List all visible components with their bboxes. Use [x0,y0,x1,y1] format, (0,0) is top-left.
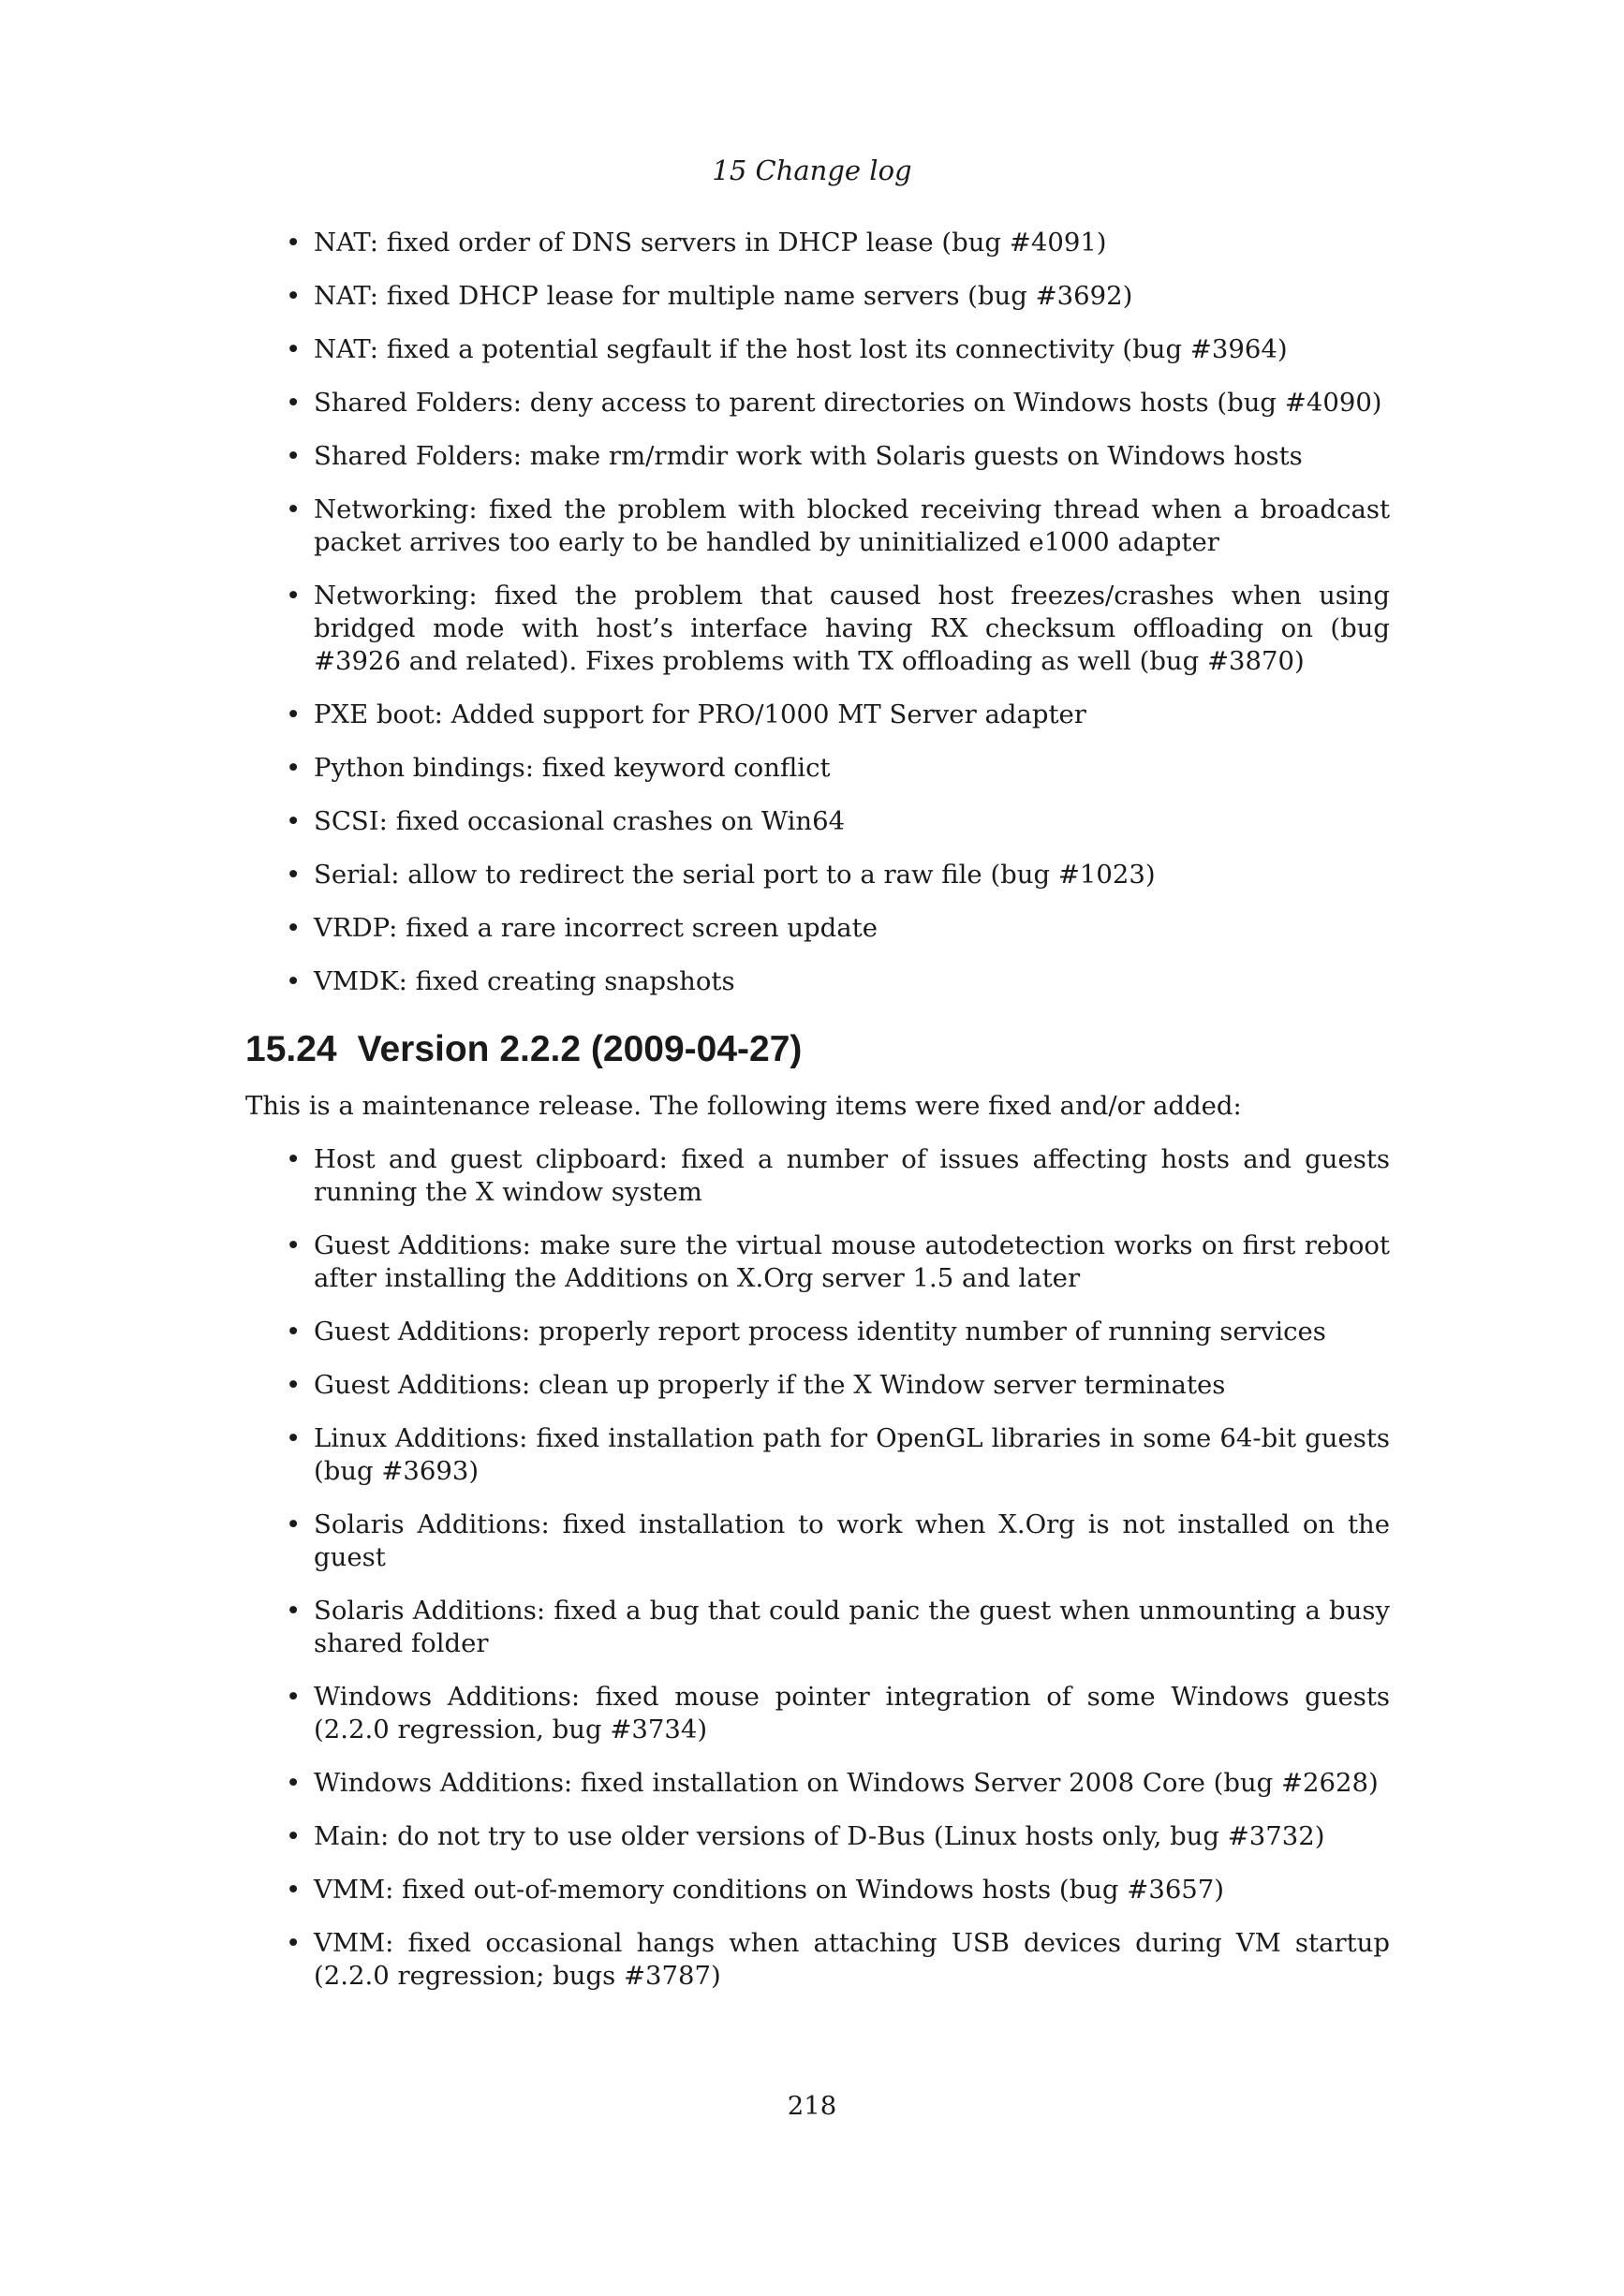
list-item-text: Python bindings: fixed keyword conflict [314,753,831,783]
list-item [286,859,1390,891]
list-item [286,227,1390,259]
list-item-text: VMM: fixed occasional hangs when attaching USB devices during VM startup (2.2.0 regression; bugs #3787) [314,1928,1390,1991]
bullet-icon: • [286,334,302,364]
bullet-icon: • [286,860,302,890]
list-item-text: VRDP: fixed a rare incorrect screen update [314,913,878,943]
list-item-text: VMM: fixed out-of-memory conditions on Windows hosts (bug #3657) [314,1875,1225,1905]
bullet-icon: • [286,281,302,311]
page-content [245,227,1390,2013]
list-item-text: Solaris Additions: fixed a bug that could panic the guest when unmounting a busy shared folder [314,1596,1390,1658]
bullet-icon: • [286,1768,302,1798]
list-item-text: Networking: fixed the problem with blocked receiving thread when a broadcast packet arrives too early to be handled by uninitialized e1000 adapter [314,494,1390,557]
list-item [286,965,1390,998]
bullet-icon: • [286,1144,302,1174]
bullet-icon: • [286,753,302,783]
bullet-icon: • [286,806,302,836]
list-item-text: Solaris Additions: fixed installation to work when X.Org is not installed on the guest [314,1509,1390,1572]
list-item [286,1316,1390,1348]
bullet-icon: • [286,1928,302,1958]
section-intro: This is a maintenance release. The following items were fixed and/or added: [245,1091,1242,1121]
list-item-text: Host and guest clipboard: fixed a number of issues affecting hosts and guests running the X window system [314,1144,1390,1207]
list-item [286,1143,1390,1209]
list-item-text: Shared Folders: deny access to parent directories on Windows hosts (bug #4090) [314,388,1382,418]
list-item-text: NAT: fixed a potential segfault if the host lost its connectivity (bug #3964) [314,334,1288,364]
bullet-icon: • [286,699,302,729]
list-item-text: SCSI: fixed occasional crashes on Win64 [314,806,846,836]
list-item-text: Guest Additions: clean up properly if the X Window server terminates [314,1370,1226,1400]
list-item [286,1595,1390,1660]
list-item [286,699,1390,731]
list-item [286,333,1390,366]
bullet-icon: • [286,228,302,258]
bullet-icon: • [286,913,302,943]
list-item-text: NAT: fixed order of DNS servers in DHCP lease (bug #4091) [314,228,1107,258]
list-item-text: NAT: fixed DHCP lease for multiple name servers (bug #3692) [314,281,1133,311]
list-item [286,280,1390,313]
list-item [286,440,1390,473]
bullet-icon: • [286,441,302,471]
page-number: 218 [787,2091,837,2121]
list-item [286,1509,1390,1574]
list-item-text: Windows Additions: fixed installation on Windows Server 2008 Core (bug #2628) [314,1768,1379,1798]
list-item [286,1681,1390,1746]
list-item-text: Main: do not try to use older versions of D-Bus (Linux hosts only, bug #3732) [314,1821,1325,1851]
section-heading [245,1028,1390,1071]
bullet-icon: • [286,1423,302,1453]
bullet-icon: • [286,1370,302,1400]
list-item [286,1369,1390,1402]
list-item [286,752,1390,785]
list-item [286,1422,1390,1488]
bullet-icon: • [286,1317,302,1347]
section-number: 15.24 [245,1029,337,1069]
bullet-icon: • [286,1875,302,1905]
list-item [286,493,1390,559]
running-header: 15 Change log [712,155,912,186]
bullet-icon: • [286,1821,302,1851]
changelog-list-previous-version [245,227,1390,998]
bullet-icon: • [286,581,302,611]
list-item-text: Guest Additions: make sure the virtual mouse autodetection works on first reboot after installing the Additions on X.Org server 1.5 and later [314,1230,1390,1293]
list-item [286,387,1390,419]
list-item-text: Windows Additions: fixed mouse pointer integration of some Windows guests (2.2.0 regression, bug #3734) [314,1682,1390,1744]
bullet-icon: • [286,966,302,996]
bullet-icon: • [286,1682,302,1712]
list-item-text: Guest Additions: properly report process identity number of running services [314,1317,1326,1347]
list-item-text: Serial: allow to redirect the serial port to a raw file (bug #1023) [314,860,1156,890]
bullet-icon: • [286,1596,302,1626]
list-item [286,1927,1390,1993]
list-item-text: VMDK: fixed creating snapshots [314,966,735,996]
bullet-icon: • [286,1509,302,1539]
list-item-text: Linux Additions: fixed installation path for OpenGL libraries in some 64-bit guests (bug #3693) [314,1423,1390,1486]
list-item [286,912,1390,945]
list-item-text: Shared Folders: make rm/rmdir work with Solaris guests on Windows hosts [314,441,1303,471]
list-item [286,1874,1390,1906]
list-item [286,1820,1390,1853]
bullet-icon: • [286,1230,302,1260]
list-item [286,580,1390,678]
list-item-text: PXE boot: Added support for PRO/1000 MT Server adapter [314,699,1086,729]
list-item [286,805,1390,838]
list-item-text: Networking: fixed the problem that caused host freezes/crashes when using bridged mode with host’s interface having RX checksum offloading on (bug #3926 and related). Fixes problems with TX offloading as well (bug #3870) [314,581,1390,676]
list-item [286,1767,1390,1800]
section-title: Version 2.2.2 (2009-04-27) [357,1029,803,1069]
bullet-icon: • [286,388,302,418]
changelog-list-version-2-2-2 [245,1143,1390,1993]
bullet-icon: • [286,494,302,524]
list-item [286,1229,1390,1295]
